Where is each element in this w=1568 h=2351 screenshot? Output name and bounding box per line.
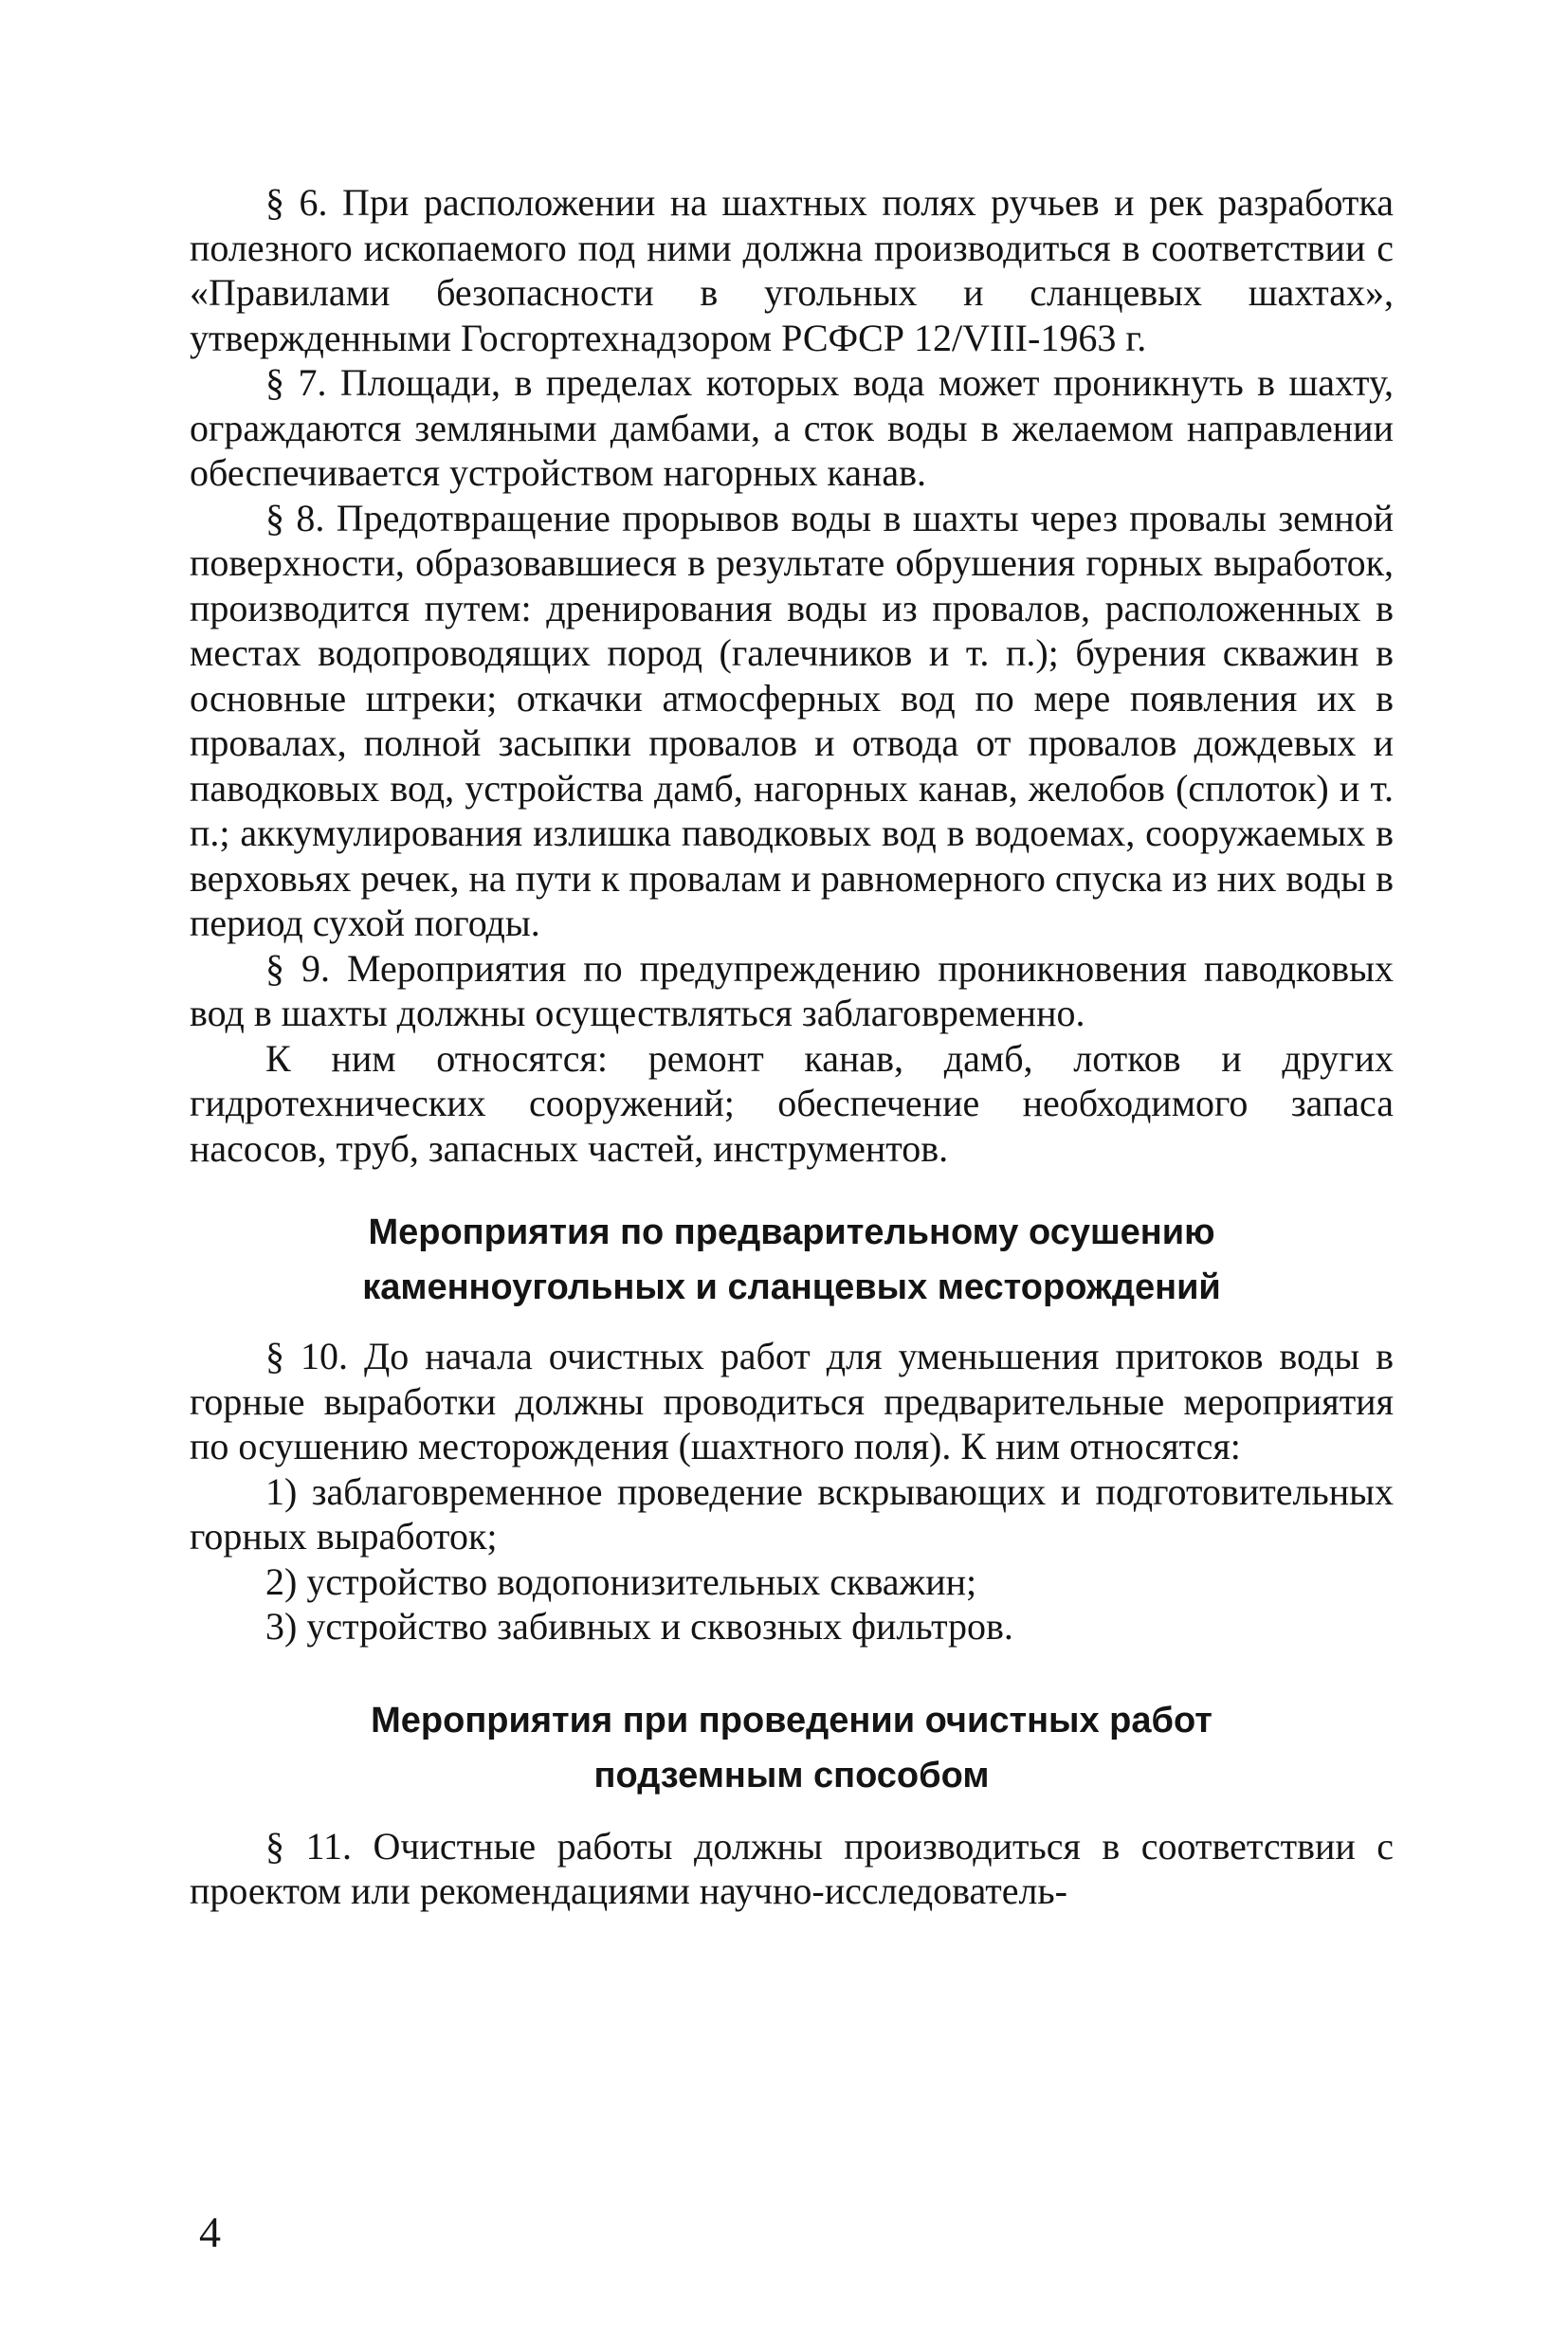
paragraph-section-11: § 11. Очистные работы должны производиться в соответствии с проектом или рекомендациями научно-исследователь- xyxy=(190,1824,1394,1912)
section-heading-drainage-line-2: каменноугольных и сланцевых месторождений xyxy=(362,1267,1221,1307)
list-item: 3) устройство забивных и сквозных фильтров. xyxy=(265,1605,1013,1648)
section-heading-underground-line-1: Мероприятия при проведении очистных работ xyxy=(371,1700,1212,1740)
paragraph-section-9: § 9. Мероприятия по предупреждению проникновения паводковых вод в шахты должны осуществляться заблаговременно. xyxy=(190,946,1394,1034)
section-heading-drainage-line-1: Мероприятия по предварительному осушению xyxy=(368,1212,1215,1252)
paragraph-section-10: § 10. До начала очистных работ для уменьшения притоков воды в горные выработки должны проводиться предварительные мероприятия по осушению месторождения (шахтного поля). К ним относятся: xyxy=(190,1335,1394,1467)
paragraph-section-9-list: К ним относятся: ремонт канав, дамб, лотков и других гидротехнических сооружений; обеспечение необходимого запаса насосов, труб, запасных частей, инструментов. xyxy=(190,1036,1394,1170)
paragraph-section-7: § 7. Площади, в пределах которых вода может проникнуть в шахту, ограждаются земляными дамбами, а сток воды в желаемом направлении обеспечивается устройством нагорных канав. xyxy=(190,361,1394,494)
list-item: 1) заблаговременное проведение вскрывающих и подготовительных горных выработок; xyxy=(190,1469,1394,1558)
paragraph-section-6: § 6. При расположении на шахтных полях ручьев и рек разработка полезного ископаемого под ними должна производиться в соответствии с «Правилами безопасности в угольных и сланцевых шахтах», утвержденными Госгортехнадзором РСФСР 12/VIII-1963 г. xyxy=(190,181,1394,359)
paragraph-section-8: § 8. Предотвращение прорывов воды в шахты через провалы земной поверхности, образовавшиеся в результате обрушения горных выработок, производится путем: дренирования воды из провалов, расположенных в местах водопроводящих пород (галечников и т. п.); бурения скважин в основные штреки; откачки атмосферных вод по мере появления их в провалах, полной засыпки провалов и отвода от провалов дождевых и паводковых вод, устройства дамб, нагорных канав, желобов (сплоток) и т. п.; аккумулирования излишка паводковых вод в водоемах, сооружаемых в верховьях речек, на пути к провалам и равномерного спуска из них воды в период сухой погоды. xyxy=(190,496,1394,944)
page-body xyxy=(190,180,1394,1914)
list-item: 2) устройство водопонизительных скважин; xyxy=(265,1559,977,1603)
page-number: 4 xyxy=(199,2208,221,2256)
section-heading-underground xyxy=(190,1693,1394,1803)
section-heading-drainage xyxy=(190,1205,1394,1315)
section-heading-underground-line-2: подземным способом xyxy=(593,1755,990,1795)
